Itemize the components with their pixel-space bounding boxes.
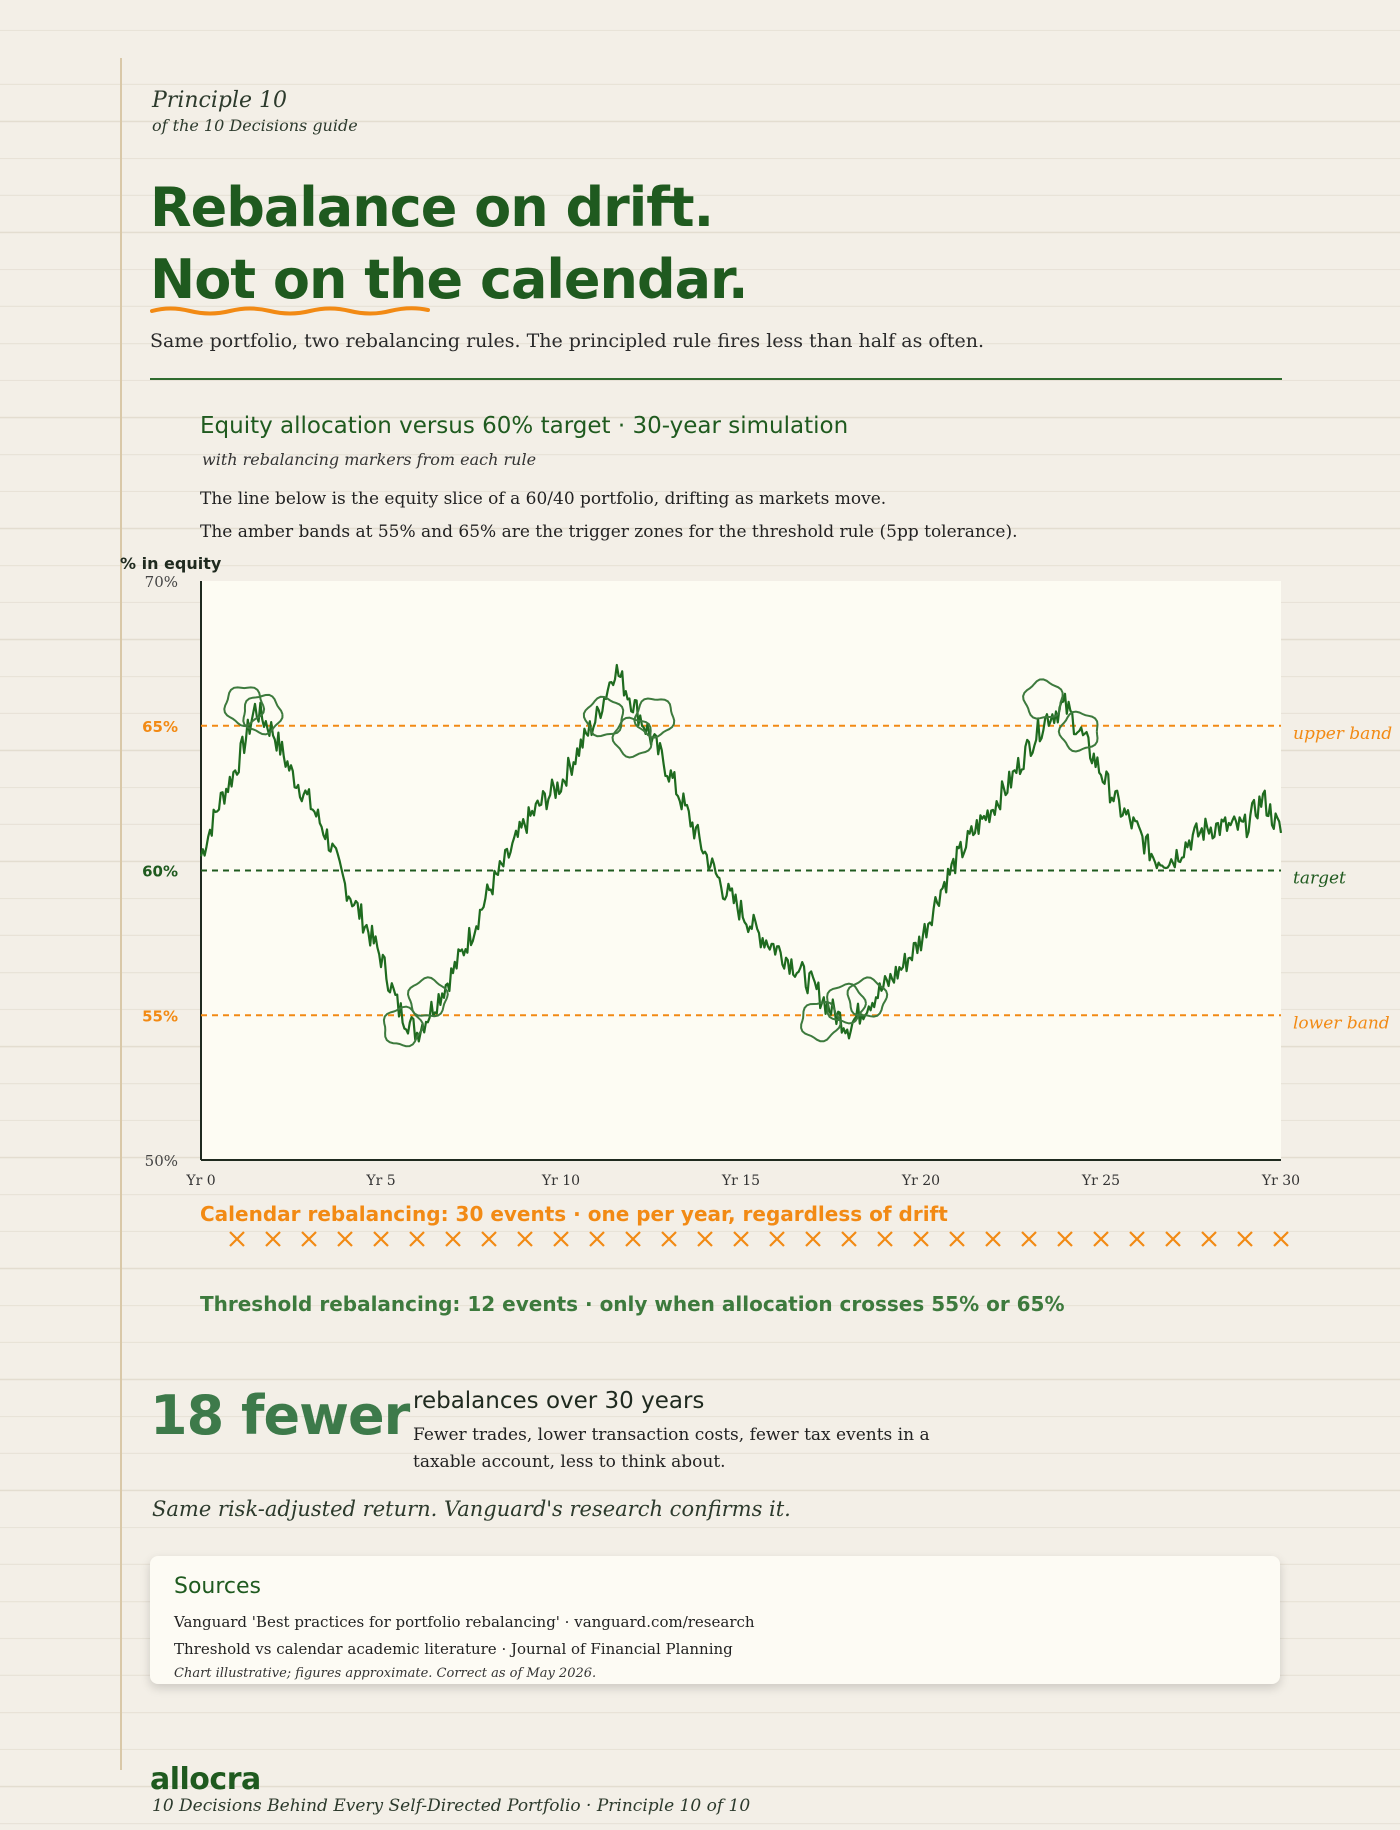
takeaway-quote: Same risk-adjusted return. Vanguard's research confirms it.: [152, 1497, 791, 1521]
source-line-2: Threshold vs calendar academic literature · Journal of Financial Planning: [174, 1640, 733, 1658]
chart-heading: Equity allocation versus 60% target · 30-year simulation: [200, 413, 849, 439]
calendar-rebalance-marker: [374, 1232, 388, 1246]
calendar-rebalance-marker: [986, 1232, 1000, 1246]
calendar-rebalance-marker: [626, 1232, 640, 1246]
kicker: Principle 10: [152, 88, 288, 113]
lede: Same portfolio, two rebalancing rules. The principled rule fires less than half as often.: [150, 330, 984, 352]
x-tick-label: Yr 15: [721, 1173, 761, 1189]
calendar-rebalance-marker: [770, 1232, 784, 1246]
calendar-rebalance-marker: [914, 1232, 928, 1246]
y-tick-label: 60%: [142, 862, 178, 881]
y-tick-label: 50%: [144, 1152, 178, 1170]
calendar-rebalance-marker: [410, 1232, 424, 1246]
chart-description-1: The line below is the equity slice of a 60/40 portfolio, drifting as markets move.: [200, 489, 887, 509]
calendar-rebalance-marker: [302, 1232, 316, 1246]
calendar-rebalance-marker: [446, 1232, 460, 1246]
calendar-rebalance-marker: [1166, 1232, 1180, 1246]
takeaway-big-number: 18 fewer: [150, 1384, 410, 1447]
calendar-rebalance-marker: [842, 1232, 856, 1246]
x-tick-label: Yr 25: [1081, 1173, 1121, 1189]
takeaway-heading: rebalances over 30 years: [413, 1388, 705, 1414]
x-tick-label: Yr 5: [366, 1173, 396, 1189]
calendar-rebalance-marker: [1094, 1232, 1108, 1246]
chart-subheading: with rebalancing markers from each rule: [202, 450, 537, 469]
source-line-1: Vanguard 'Best practices for portfolio rebalancing' · vanguard.com/research: [174, 1613, 755, 1631]
kicker-sub: of the 10 Decisions guide: [152, 116, 358, 135]
calendar-rebalance-marker: [950, 1232, 964, 1246]
y-tick-label: 55%: [142, 1007, 178, 1026]
brand-logo: allocra: [150, 1762, 261, 1797]
calendar-rebalance-marker: [1022, 1232, 1036, 1246]
reference-line-label: upper band: [1293, 723, 1393, 744]
title-line-1: Rebalance on drift.: [150, 176, 714, 239]
reference-line-label: target: [1293, 868, 1346, 889]
calendar-rebalance-marker: [230, 1232, 244, 1246]
x-tick-label: Yr 10: [541, 1173, 581, 1189]
title-underlined-text: Not on the: [150, 248, 463, 311]
calendar-rebalance-marker: [662, 1232, 676, 1246]
calendar-rebalance-marker: [1058, 1232, 1072, 1246]
sources-note: Chart illustrative; figures approximate. Correct as of May 2026.: [174, 1666, 597, 1681]
calendar-rebalance-marker: [734, 1232, 748, 1246]
x-tick-label: Yr 0: [186, 1173, 216, 1189]
chart-description-2: The amber bands at 55% and 65% are the trigger zones for the threshold rule (5pp tolerance).: [200, 522, 1018, 542]
calendar-rebalance-marker: [878, 1232, 892, 1246]
legend-calendar: Calendar rebalancing: 30 events · one per year, regardless of drift: [200, 1202, 948, 1226]
takeaway-body: Fewer trades, lower transaction costs, fewer tax events in a taxable account, less to think about.: [413, 1425, 930, 1472]
reference-line-label: lower band: [1293, 1013, 1390, 1034]
calendar-rebalance-marker: [1202, 1232, 1216, 1246]
calendar-rebalance-marker: [554, 1232, 568, 1246]
calendar-rebalance-marker: [266, 1232, 280, 1246]
y-axis-label: % in equity: [120, 554, 222, 573]
x-tick-label: Yr 30: [1261, 1173, 1301, 1189]
calendar-rebalance-marker: [1238, 1232, 1252, 1246]
calendar-rebalance-marker: [698, 1232, 712, 1246]
sources-heading: Sources: [174, 1574, 262, 1599]
title-line-2-rest: calendar.: [462, 248, 748, 311]
sources-card: [150, 1556, 1280, 1684]
calendar-rebalance-marker: [518, 1232, 532, 1246]
x-tick-label: Yr 20: [901, 1173, 941, 1189]
calendar-rebalance-marker: [590, 1232, 604, 1246]
footer-subtitle: 10 Decisions Behind Every Self-Directed Portfolio · Principle 10 of 10: [152, 1796, 751, 1816]
legend-threshold: Threshold rebalancing: 12 events · only when allocation crosses 55% or 65%: [200, 1292, 1065, 1316]
calendar-rebalance-marker: [1274, 1232, 1288, 1246]
calendar-rebalance-marker: [482, 1232, 496, 1246]
calendar-rebalance-marker: [806, 1232, 820, 1246]
calendar-rebalance-marker: [1130, 1232, 1144, 1246]
y-tick-label: 70%: [144, 573, 178, 591]
calendar-rebalance-marker: [338, 1232, 352, 1246]
y-tick-label: 65%: [142, 717, 178, 736]
